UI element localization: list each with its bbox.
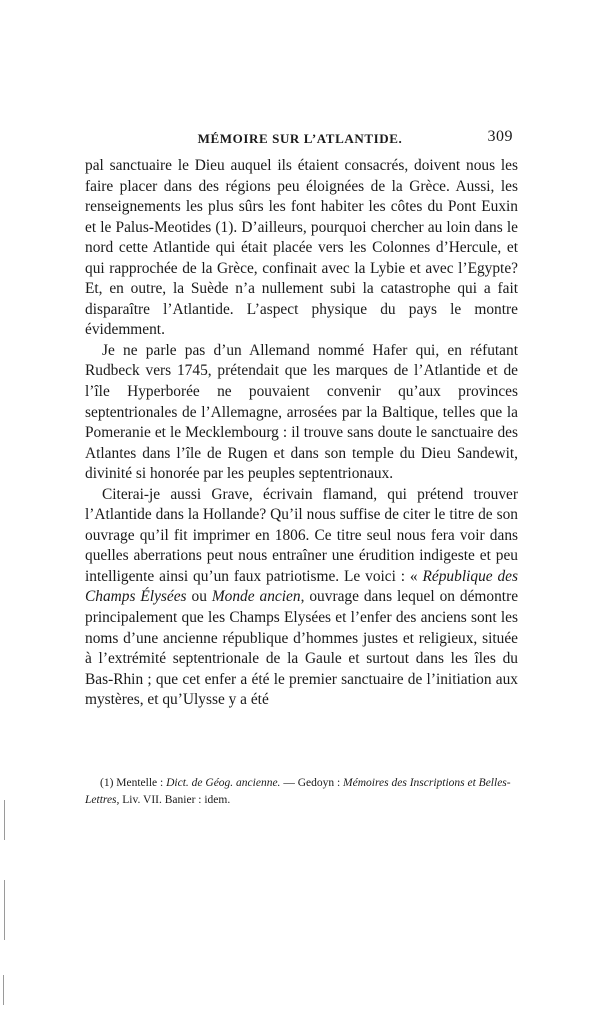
book-title-italic: République des Champs Élysées <box>85 567 518 606</box>
footnote-1 <box>85 775 518 809</box>
paragraph-3-start: Citerai-je aussi Grave, écrivain flamand, qui prétend trouver l’Atlantide dans la Hollande? Qu’il nous suffise de citer le titre de son ouvrage qu’il fit imprimer en 1806. Ce titre seul nous fera voir dans quelles aberrations peut nous entraîner une érudition indigeste et peu intelligente ainsi qu’un faux patriotisme. Le voici : « <box>85 485 518 585</box>
main-text <box>85 156 518 711</box>
paragraph-1: pal sanctuaire le Dieu auquel ils étaient consacrés, doivent nous les faire placer dans des régions peu éloignées de la Grèce. Aussi, les renseignements les plus sûrs les font habiter les côtes du Pont Euxin et le Palus-Meotides (1). D’ailleurs, pourquoi chercher au loin dans le nord cette Atlantide qui était placée vers les Colonnes d’Hercule, et qui rapprochée de la Grèce, confinait avec la Lybie et avec l’Egypte? Et, en outre, la Suède n’a nullement subi la catastrophe qui a fait disparaître l’Atlantide. L’aspect physique du pays le montre évidemment. <box>85 157 518 339</box>
running-title: MÉMOIRE SUR L’ATLANTIDE. <box>197 131 403 146</box>
scan-artifact-1 <box>4 800 5 840</box>
footnote-ref-dict: Dict. de Géog. ancienne. <box>166 777 281 789</box>
book-subtitle-italic: Monde ancien <box>211 588 301 606</box>
footnote-ref-memoires: Mémoires des Inscriptions et Belles-Lettres, <box>85 777 511 806</box>
scan-artifact-2 <box>4 880 5 940</box>
paragraph-2: Je ne parle pas d’un Allemand nommé Hafer qui, en réfutant Rudbeck vers 1745, prétendait que les marques de l’Atlantide et de l’île Hyperborée ne pouvaient convenir qu’aux provinces septentrionales de l’Allemagne, arrosées par la Baltique, telles que la Pomeranie et le Mecklembourg : il trouve sans doute le sanctuaire des Atlantes dans l’île de Rugen et dans son temple du Dieu Sandewit, divinité si honorée par les peuples septentrionaux. <box>85 341 518 483</box>
paragraph-3 <box>85 485 518 711</box>
footnote-separator-2: Liv. VII. Banier : idem. <box>119 794 231 806</box>
footnote-area <box>85 775 518 809</box>
scan-artifact-3 <box>3 975 4 1005</box>
page-number: 309 <box>487 128 513 145</box>
footnote-marker: (1) Mentelle : <box>100 777 167 789</box>
title-connector: ou <box>186 588 212 606</box>
footnote-separator-1: — Gedoyn : <box>280 777 344 789</box>
page-header <box>85 128 515 148</box>
paragraph-3-end: , ouvrage dans lequel on démontre principalement que les Champs Elysées et l’enfer des anciens sont les noms d’une ancienne république d’hommes justes et religieux, située à l’extrémité septentrionale de la Gaule et surtout dans les îles du Bas-Rhin ; que cet enfer a été le premier sanctuaire de l’initiation aux mystères, et qu’Ulysse y a été <box>85 588 519 709</box>
